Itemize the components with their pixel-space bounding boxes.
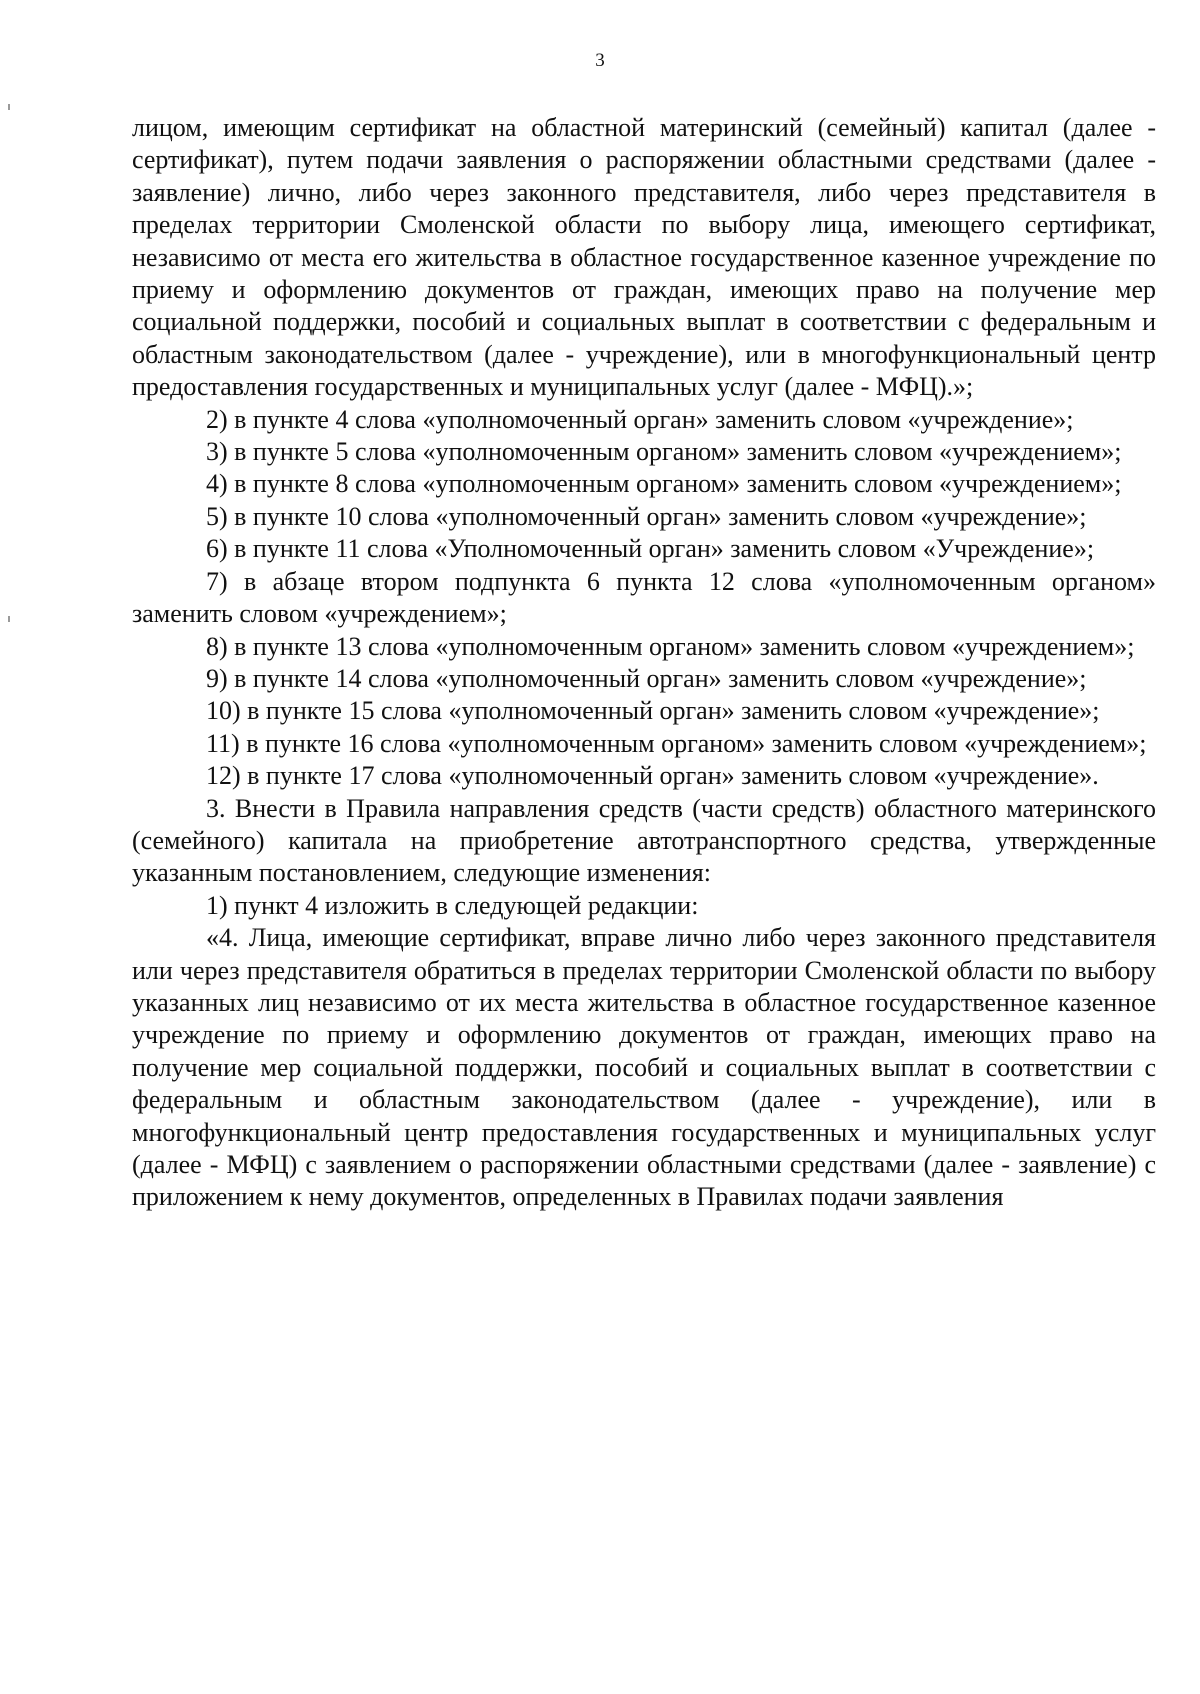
paragraph-item-3: 3) в пункте 5 слова «уполномоченным органом» заменить словом «учреждением»; (206, 437, 1122, 467)
paragraph-item-9: 9) в пункте 14 слова «уполномоченный орган» заменить словом «учреждение»; (206, 663, 1087, 693)
paragraph-item-4: 4) в пункте 8 слова «уполномоченным органом» заменить словом «учреждением»; (206, 469, 1122, 499)
paragraph-subitem-1: 1) пункт 4 изложить в следующей редакции: (206, 890, 699, 920)
page-number: 3 (595, 50, 605, 71)
paragraph-quoted-point-4: «4. Лица, имеющие сертификат, вправе лично либо через законного представителя или через представителя обратиться в пределах территории Смоленской области по выбору указанных лиц независимо от их места жительства в областное государственное казенное учреждение по приему и оформлению документов от граждан, имеющих право на получение мер социальной поддержки, пособий и социальных выплат в соответствии с федеральным и областным законодательством (далее - учреждение), или в многофункциональный центр предоставления государственных и муниципальных услуг (далее - МФЦ) с заявлением о распоряжении областными средствами (далее - заявление) с приложением к нему документов, определенных в Правилах подачи заявления (132, 923, 1156, 1212)
paragraph-item-10: 10) в пункте 15 слова «уполномоченный орган» заменить словом «учреждение»; (206, 696, 1100, 726)
paragraph-item-12: 12) в пункте 17 слова «уполномоченный орган» заменить словом «учреждение». (206, 761, 1099, 791)
scan-artifact (8, 616, 10, 622)
document-body (132, 112, 1156, 1214)
paragraph-item-5: 5) в пункте 10 слова «уполномоченный орган» заменить словом «учреждение»; (206, 501, 1087, 531)
paragraph-continuation: лицом, имеющим сертификат на областной материнский (семейный) капитал (далее - сертификат), путем подачи заявления о распоряжении областными средствами (далее - заявление) лично, либо через законного представителя, либо через представителя в пределах территории Смоленской области по выбору лица, имеющего сертификат, независимо от места его жительства в областное государственное казенное учреждение по приему и оформлению документов от граждан, имеющих право на получение мер социальной поддержки, пособий и социальных выплат в соответствии с федеральным и областным законодательством (далее - учреждение), или в многофункциональный центр предоставления государственных и муниципальных услуг (далее - МФЦ).»; (132, 113, 1156, 402)
paragraph-item-11: 11) в пункте 16 слова «уполномоченным органом» заменить словом «учреждением»; (206, 728, 1147, 758)
paragraph-item-2: 2) в пункте 4 слова «уполномоченный орган» заменить словом «учреждение»; (206, 404, 1074, 434)
paragraph-item-7: 7) в абзаце втором подпункта 6 пункта 12 слова «уполномоченным органом» заменить словом «учреждением»; (132, 566, 1156, 629)
scan-artifact (8, 104, 10, 110)
paragraph-section-3: 3. Внести в Правила направления средств (части средств) областного материнского (семейного) капитала на приобретение автотранспортного средства, утвержденные указанным постановлением, следующие изменения: (132, 793, 1156, 888)
paragraph-item-6: 6) в пункте 11 слова «Уполномоченный орган» заменить словом «Учреждение»; (206, 534, 1095, 564)
paragraph-item-8: 8) в пункте 13 слова «уполномоченным органом» заменить словом «учреждением»; (206, 631, 1135, 661)
